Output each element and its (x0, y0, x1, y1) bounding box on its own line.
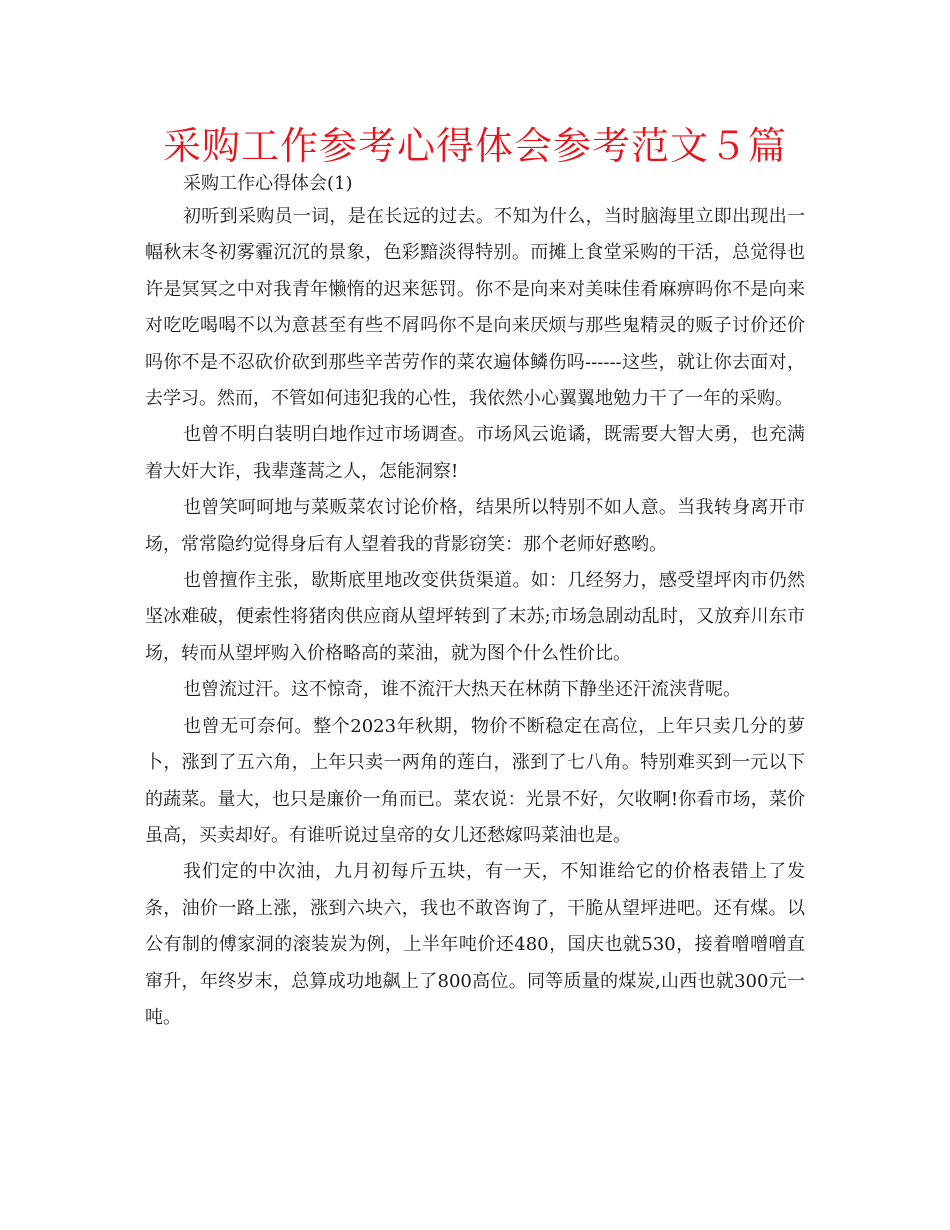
paragraph: 也曾流过汗。这不惊奇，谁不流汗大热天在林荫下静坐还汗流浃背呢。 (183, 679, 741, 701)
paragraph: 我们定的中次油，九月初每斤五块，有一天，不知谁给它的价格表错上了发条，油价一路上涨，涨到六块六，我也不敢咨询了，干脆从望坪进吧。还有煤。以公有制的傅家洞的滚装炭为例，上半年吨价还480，国庆也就530，接着噌噌噌直窜升，年终岁末，总算成功地飙上了800高位。同等质量的煤炭,山西也就300元一吨。 (145, 861, 805, 1028)
paragraph: 也曾笑呵呵地与菜贩菜农讨论价格，结果所以特别不如人意。当我转身离开市场，常常隐约觉得身后有人望着我的背影窃笑：那个老师好憨哟。 (145, 497, 805, 555)
section-heading: 采购工作心得体会(1) (183, 173, 353, 194)
paragraph: 也曾不明白装明白地作过市场调查。市场风云诡谲，既需要大智大勇，也充满着大奸大诈，我辈蓬蒿之人，怎能洞察! (145, 424, 805, 482)
paragraph: 初听到采购员一词，是在长远的过去。不知为什么，当时脑海里立即出现出一幅秋末冬初雾霾沉沉的景象，色彩黯淡得特别。而摊上食堂采购的干活，总觉得也许是冥冥之中对我青年懒惰的迟来惩罚。你不是向来对美味佳肴麻痹吗你不是向来对吃吃喝喝不以为意甚至有些不屑吗你不是向来厌烦与那些鬼精灵的贩子讨价还价吗你不是不忍砍价砍到那些辛苦劳作的菜农遍体鳞伤吗------这些，就让你去面对，去学习。然而，不管如何违犯我的心性，我依然小心翼翼地勉力干了一年的采购。 (145, 206, 805, 410)
document-title: 采购工作参考心得体会参考范文５篇 (162, 124, 787, 168)
document-body (145, 199, 805, 1036)
paragraph: 也曾擅作主张，歇斯底里地改变供货渠道。如：几经努力，感受望坪肉市仍然坚冰难破，便索性将猪肉供应商从望坪转到了末苏;市场急剧动乱时，又放弃川东市场，转而从望坪购入价格略高的菜油，就为图个什么性价比。 (145, 570, 805, 664)
paragraph: 也曾无可奈何。整个2023年秋期，物价不断稳定在高位，上年只卖几分的萝卜，涨到了五六角，上年只卖一两角的莲白，涨到了七八角。特别难买到一元以下的蔬菜。量大，也只是廉价一角而已。菜农说：光景不好，欠收啊!你看市场，菜价虽高，买卖却好。有谁听说过皇帝的女儿还愁嫁吗菜油也是。 (145, 715, 805, 846)
